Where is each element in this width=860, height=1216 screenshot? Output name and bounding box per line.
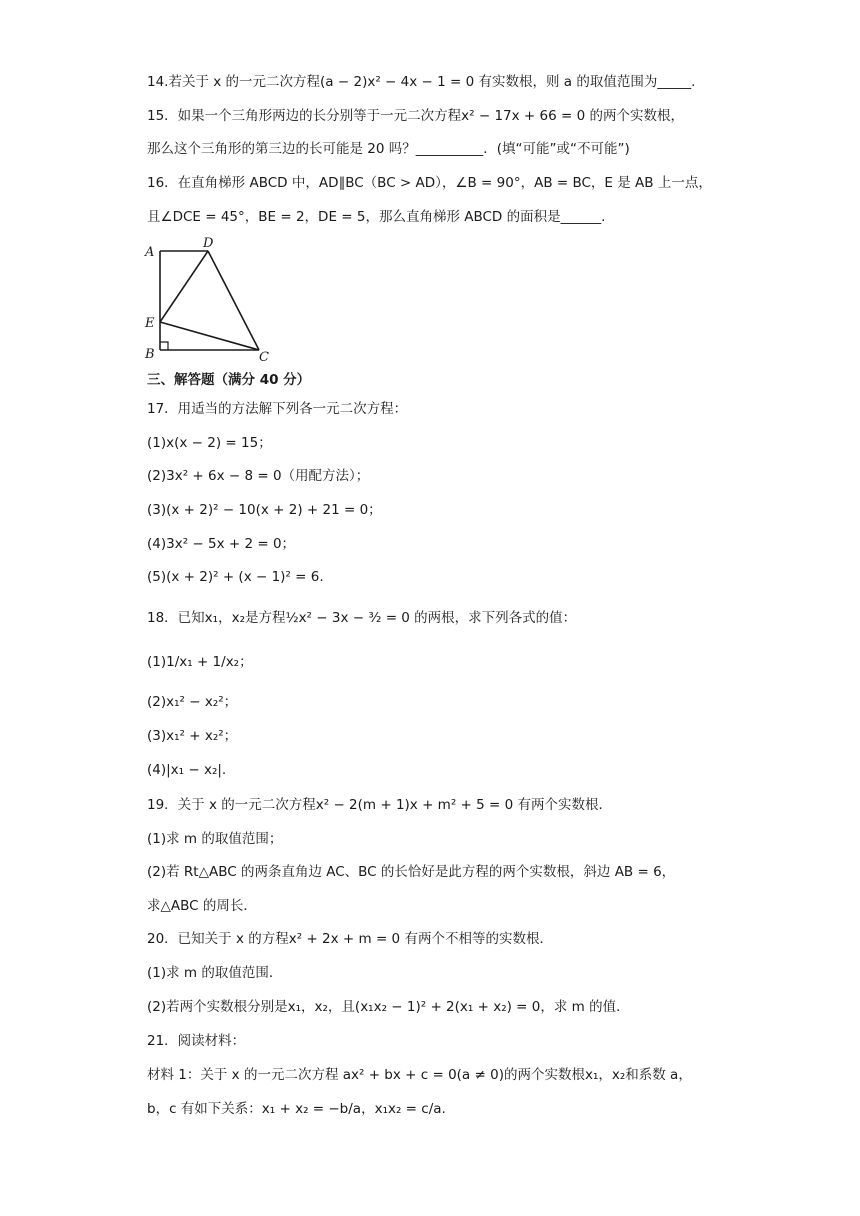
question-19-part-2-line-1: (2)若 Rt△ABC 的两条直角边 AC、BC 的长恰好是此方程的两个实数根，斜边 AB = 6， <box>147 864 676 880</box>
question-17-part-3: (3)(x + 2)² − 10(x + 2) + 21 = 0； <box>147 502 382 518</box>
question-19-part-1: (1)求 m 的取值范围； <box>147 831 283 847</box>
question-18-part-4: (4)|x₁ − x₂|. <box>147 762 227 778</box>
trapezoid-diagram <box>140 232 280 364</box>
section-heading: 三、解答题（满分 40 分） <box>147 372 311 388</box>
question-14: 14.若关于 x 的一元二次方程(a − 2)x² − 4x − 1 = 0 有实数根，则 a 的取值范围为_____. <box>147 74 696 90</box>
question-18-part-3: (3)x₁² + x₂²； <box>147 728 238 744</box>
question-20-part-1: (1)求 m 的取值范围． <box>147 965 283 981</box>
question-19-part-2-line-2: 求△ABC 的周长． <box>147 898 257 914</box>
question-19: 19．关于 x 的一元二次方程x² − 2(m + 1)x + m² + 5 = 0 有两个实数根． <box>147 797 613 813</box>
question-18: 18．已知x₁，x₂是方程½x² − 3x − ³⁄₂ = 0 的两根，求下列各式的值： <box>147 610 577 626</box>
label-c: C <box>259 350 269 364</box>
material-1-line-1: 材料 1：关于 x 的一元二次方程 ax² + bx + c = 0(a ≠ 0)的两个实数根x₁，x₂和系数 a， <box>147 1067 692 1083</box>
question-18-part-2: (2)x₁² − x₂²； <box>147 694 238 710</box>
question-16-line-1: 16．在直角梯形 ABCD 中，AD∥BC（BC > AD），∠B = 90°，AB = BC，E 是 AB 上一点， <box>147 175 712 191</box>
question-15-line-2: 那么这个三角形的第三边的长可能是 20 吗？__________．(填“可能”或“不可能”) <box>147 141 630 157</box>
question-17-part-4: (4)3x² − 5x + 2 = 0； <box>147 536 296 552</box>
label-e: E <box>145 316 155 331</box>
segment-ed <box>160 251 208 322</box>
question-17: 17．用适当的方法解下列各一元二次方程： <box>147 401 408 417</box>
question-18-part-1: (1)1/x₁ + 1/x₂； <box>147 654 253 670</box>
label-b: B <box>145 347 155 362</box>
material-1-line-2: b，c 有如下关系：x₁ + x₂ = −b/a，x₁x₂ = c/a. <box>147 1101 446 1117</box>
right-angle-mark <box>160 342 168 350</box>
question-15-line-1: 15．如果一个三角形两边的长分别等于一元二次方程x² − 17x + 66 = 0 的两个实数根， <box>147 108 684 124</box>
label-a: A <box>145 245 155 260</box>
label-d: D <box>203 236 214 251</box>
trapezoid-figure <box>140 232 280 364</box>
question-20: 20．已知关于 x 的方程x² + 2x + m = 0 有两个不相等的实数根． <box>147 931 553 947</box>
question-17-part-2: (2)3x² + 6x − 8 = 0（用配方法）； <box>147 468 370 484</box>
segment-ec <box>160 322 259 350</box>
question-16-line-2: 且∠DCE = 45°，BE = 2，DE = 5，那么直角梯形 ABCD 的面积是______. <box>147 209 606 225</box>
question-17-part-1: (1)x(x − 2) = 15； <box>147 435 272 451</box>
question-17-part-5: (5)(x + 2)² + (x − 1)² = 6. <box>147 569 324 585</box>
question-21: 21．阅读材料： <box>147 1033 246 1049</box>
side-dc <box>208 251 259 350</box>
question-20-part-2: (2)若两个实数根分别是x₁，x₂，且(x₁x₂ − 1)² + 2(x₁ + x₂) = 0，求 m 的值． <box>147 999 630 1015</box>
